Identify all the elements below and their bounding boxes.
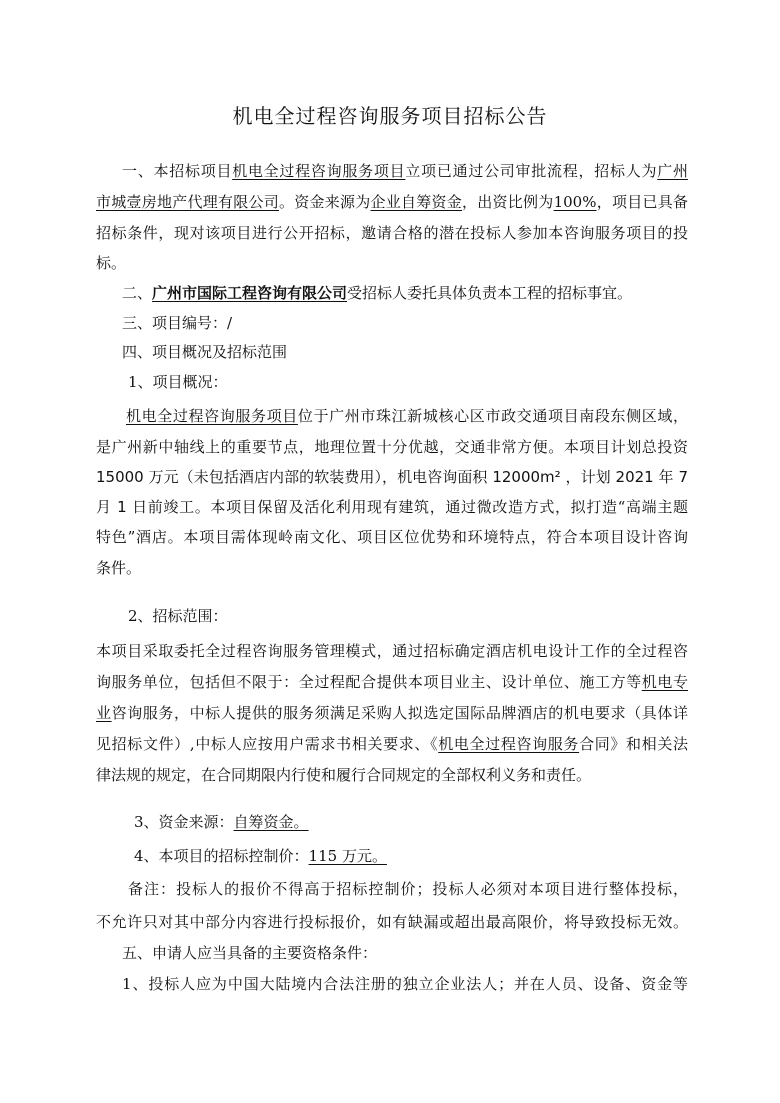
control-price: 115 万元。 bbox=[308, 847, 387, 865]
section-4-1-line-1: 机电全过程咨询服务项目位于广州市珠江新城核心区市政交通项目南段东侧区域， bbox=[126, 407, 688, 425]
section-4-1-heading: 1、项目概况： bbox=[128, 373, 228, 391]
section-1-line-3: 招标条件，现对该项目进行公开招标，邀请合格的潜在投标人参加本咨询服务项目的投 bbox=[96, 224, 688, 242]
section-4-2-line-4: 见招标文件）,中标人应按用户需求书相关要求、《机电全过程咨询服务合同》和相关法 bbox=[96, 735, 688, 753]
section-4-1-line-4: 月 1 日前竣工。本项目保留及活化利用现有建筑，通过微改造方式，拟打造“高端主题 bbox=[96, 498, 688, 516]
section-2: 二、广州市国际工程咨询有限公司受招标人委托具体负责本工程的招标事宜。 bbox=[122, 284, 633, 302]
document-title: 机电全过程咨询服务项目招标公告 bbox=[232, 104, 548, 128]
section-4-3: 3、资金来源：自筹资金。 bbox=[134, 813, 309, 831]
note-line-2: 不允许只对其中部分内容进行投标报价，如有缺漏或超出最高限价，将导致投标无效。 bbox=[96, 913, 688, 931]
section-1-line-4: 标。 bbox=[96, 254, 127, 272]
section-5-1: 1、投标人应为中国大陆境内合法注册的独立企业法人；并在人员、设备、资金等 bbox=[122, 975, 688, 993]
funding-ratio: 100% bbox=[553, 193, 597, 211]
section-4-2-line-3: 业咨询服务，中标人提供的服务须满足采购人拟选定国际品牌酒店的机电要求（具体详 bbox=[96, 704, 688, 722]
section-3: 三、项目编号：/ bbox=[122, 314, 233, 332]
section-4-1-line-2: 是广州新中轴线上的重要节点，地理位置十分优越，交通非常方便。本项目计划总投资 bbox=[96, 438, 688, 456]
section-4-2-line-2: 询服务单位，包括但不限于：全过程配合提供本项目业主、设计单位、施工方等机电专 bbox=[96, 673, 688, 691]
tenderer-name: 市城壹房地产代理有限公司 bbox=[96, 193, 280, 211]
section-5: 五、申请人应当具备的主要资格条件： bbox=[122, 944, 378, 962]
section-4-4: 4、本项目的招标控制价：115 万元。 bbox=[134, 847, 387, 865]
section-4-2-heading: 2、招标范围： bbox=[128, 607, 228, 625]
section-4-1-line-5: 特色”酒店。本项目需体现岭南文化、项目区位优势和环境特点，符合本项目设计咨询 bbox=[96, 528, 688, 546]
section-4-2-line-1: 本项目采取委托全过程咨询服务管理模式，通过招标确定酒店机电设计工作的全过程咨 bbox=[96, 642, 688, 660]
section-4-1-line-3: 15000 万元（未包括酒店内部的软装费用），机电咨询面积 12000m² ，计划 2021 年 7 bbox=[96, 468, 688, 486]
section-4-1-line-6: 条件。 bbox=[96, 559, 142, 577]
funding-source: 企业自筹资金 bbox=[370, 193, 463, 211]
agency-name: 广州市国际工程咨询有限公司 bbox=[152, 284, 348, 302]
section-1-line-1: 一、本招标项目机电全过程咨询服务项目立项已通过公司审批流程，招标人为广州 bbox=[122, 162, 688, 180]
note-line-1: 备注：投标人的报价不得高于招标控制价；投标人必须对本项目进行整体投标， bbox=[128, 880, 688, 898]
project-name: 机电全过程咨询服务项目 bbox=[232, 162, 406, 180]
section-4-2-line-5: 律法规的规定，在合同期限内行使和履行合同规定的全部权利义务和责任。 bbox=[96, 766, 592, 784]
section-1-line-2: 市城壹房地产代理有限公司。资金来源为企业自筹资金，出资比例为100%，项目已具备 bbox=[96, 193, 688, 211]
funding-source-value: 自筹资金。 bbox=[233, 813, 309, 831]
section-4: 四、项目概况及招标范围 bbox=[122, 343, 288, 361]
